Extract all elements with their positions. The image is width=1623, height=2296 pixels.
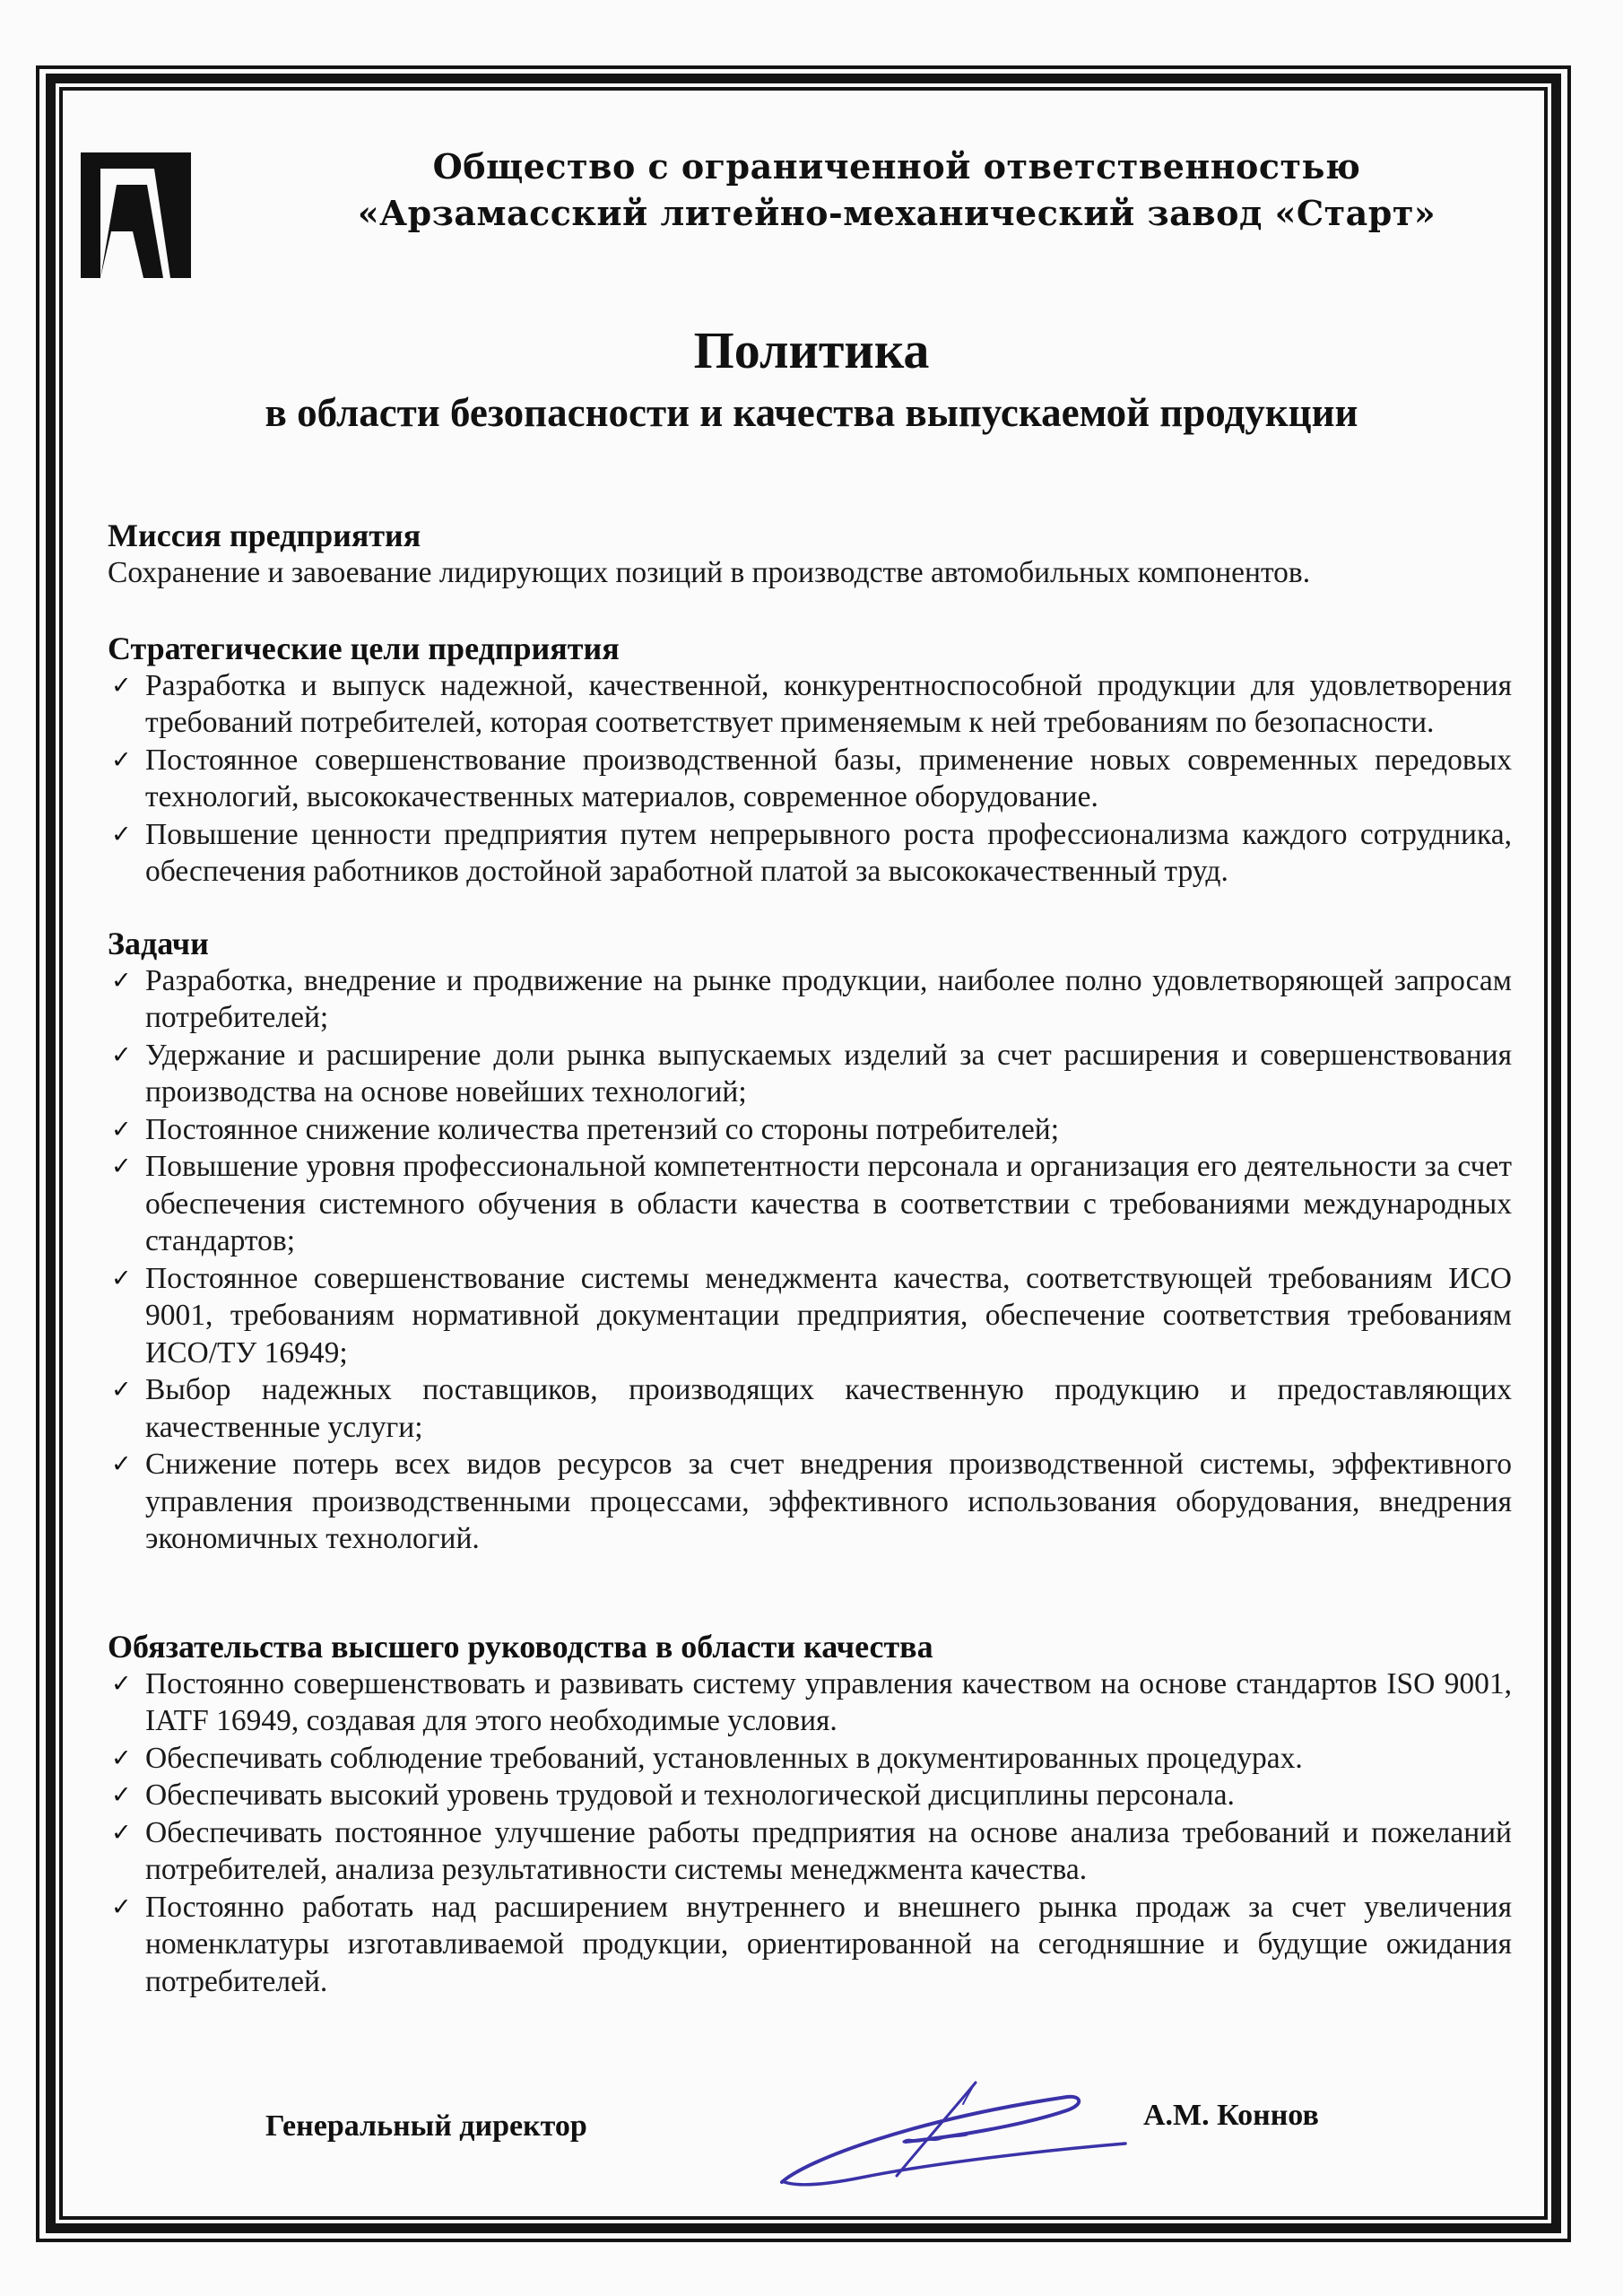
list-item-text: Разработка и выпуск надежной, качественной, конкурентноспособной продукции для удовлетворения требований потребителей, которая соответствует применяемым к ней требованиям по безопасности. [145,668,1512,739]
tasks-list [108,962,1512,1558]
list-item-text: Обеспечивать постоянное улучшение работы предприятия на основе анализа требований и пожеланий потребителей, анализа результативности системы менеджмента качества. [145,1815,1512,1886]
checkmark-icon: ✓ [111,820,132,848]
company-name [197,144,1596,237]
signatory-position: Генеральный директор [265,2109,587,2143]
checkmark-icon: ✓ [111,1818,132,1847]
section-tasks [108,925,1512,1558]
checkmark-icon: ✓ [111,1376,132,1404]
list-item-text: Обеспечивать высокий уровень трудовой и технологической дисциплины персонала. [145,1779,1235,1812]
handwritten-signature-icon [771,2070,1130,2200]
list-item [108,1740,1512,1778]
list-item [108,1814,1512,1889]
list-item-text: Постоянное совершенствование системы менеджмента качества, соответствующей требованиям ИСО 9001, требованиям нормативной документации предприятия, обеспечение соответствия требованиям ИСО/ТУ 16949; [145,1261,1512,1370]
list-item [108,1889,1512,2001]
section-heading-goals: Стратегические цели предприятия [108,630,620,666]
section-goals [108,630,1512,891]
company-name-line2: «Арзамасский литейно-механический завод «Старт» [357,193,1436,233]
checkmark-icon: ✓ [111,671,132,700]
list-item-text: Повышение ценности предприятия путем непрерывного роста профессионализма каждого сотрудника, обеспечения работников достойной заработной платой за высококачественный труд. [145,817,1512,888]
list-item [108,667,1512,742]
company-name-line1: Общество с ограниченной ответственностью [432,146,1361,187]
signature-block [0,2090,1623,2206]
mission-text: Сохранение и завоевание лидирующих позиций в производстве автомобильных компонентов. [108,556,1311,589]
checkmark-icon: ✓ [111,1669,132,1698]
obligations-list [108,1665,1512,2001]
list-item [108,1037,1512,1111]
list-item [108,962,1512,1037]
list-item [108,742,1512,816]
checkmark-icon: ✓ [111,1264,132,1292]
checkmark-icon: ✓ [111,1781,132,1809]
section-heading-mission: Миссия предприятия [108,517,421,553]
checkmark-icon: ✓ [111,1152,132,1180]
checkmark-icon: ✓ [111,1115,132,1144]
checkmark-icon: ✓ [111,1450,132,1478]
list-item-text: Постоянно совершенствовать и развивать систему управления качеством на основе стандартов ISO 9001, IATF 16949, создавая для этого необходимые условия. [145,1666,1512,1737]
list-item-text: Снижение потерь всех видов ресурсов за счет внедрения производственной системы, эффективного управления производственными процессами, эффективного использования оборудования, внедрения экономичных технологий. [145,1448,1512,1555]
checkmark-icon: ✓ [111,1744,132,1772]
list-item-text: Постоянно работать над расширением внутреннего и внешнего рынка продаж за счет увеличения номенклатуры изготавливаемой продукции, ориентированной на сегодняшние и будущие ожидания потребителей. [145,1890,1512,1998]
section-heading-tasks: Задачи [108,925,209,961]
checkmark-icon: ✓ [111,1892,132,1921]
list-item [108,1111,1512,1149]
document-subtitle: в области безопасности и качества выпускаемой продукции [265,390,1358,435]
list-item-text: Постоянное снижение количества претензий со стороны потребителей; [145,1112,1060,1146]
list-item [108,1446,1512,1558]
list-item [108,1371,1512,1446]
list-item-text: Обеспечивать соблюдение требований, установленных в документированных процедурах. [145,1741,1303,1775]
document-title: Политика [693,321,930,379]
section-heading-obligations: Обязательства высшего руководства в области качества [108,1628,933,1665]
list-item [108,816,1512,891]
list-item-text: Разработка, внедрение и продвижение на рынке продукции, наиболее полно удовлетворяющей запросам потребителей; [145,963,1512,1034]
section-obligations [108,1628,1512,2001]
goals-list [108,667,1512,891]
document-body [108,517,1512,2000]
list-item [108,1148,1512,1260]
list-item-text: Постоянное совершенствование производственной базы, применение новых современных передовых технологий, высококачественных материалов, современное оборудование. [145,743,1512,813]
signature-strokes [782,2083,1125,2185]
company-logo-icon [81,152,191,278]
checkmark-icon: ✓ [111,966,132,995]
list-item [108,1260,1512,1372]
checkmark-icon: ✓ [111,745,132,774]
list-item-text: Повышение уровня профессиональной компетентности персонала и организация его деятельности за счет обеспечения системного обучения в области качества в соответствии с требованиями международных стандартов; [145,1150,1512,1257]
list-item-text: Удержание и расширение доли рынка выпускаемых изделий за счет расширения и совершенствования производства на основе новейших технологий; [145,1038,1512,1109]
signatory-name: А.М. Коннов [1143,2099,1319,2132]
section-mission [108,517,1512,592]
list-item [108,1777,1512,1814]
list-item [108,1665,1512,1740]
list-item-text: Выбор надежных поставщиков, производящих качественную продукцию и предоставляющих качественные услуги; [145,1373,1512,1444]
checkmark-icon: ✓ [111,1040,132,1069]
